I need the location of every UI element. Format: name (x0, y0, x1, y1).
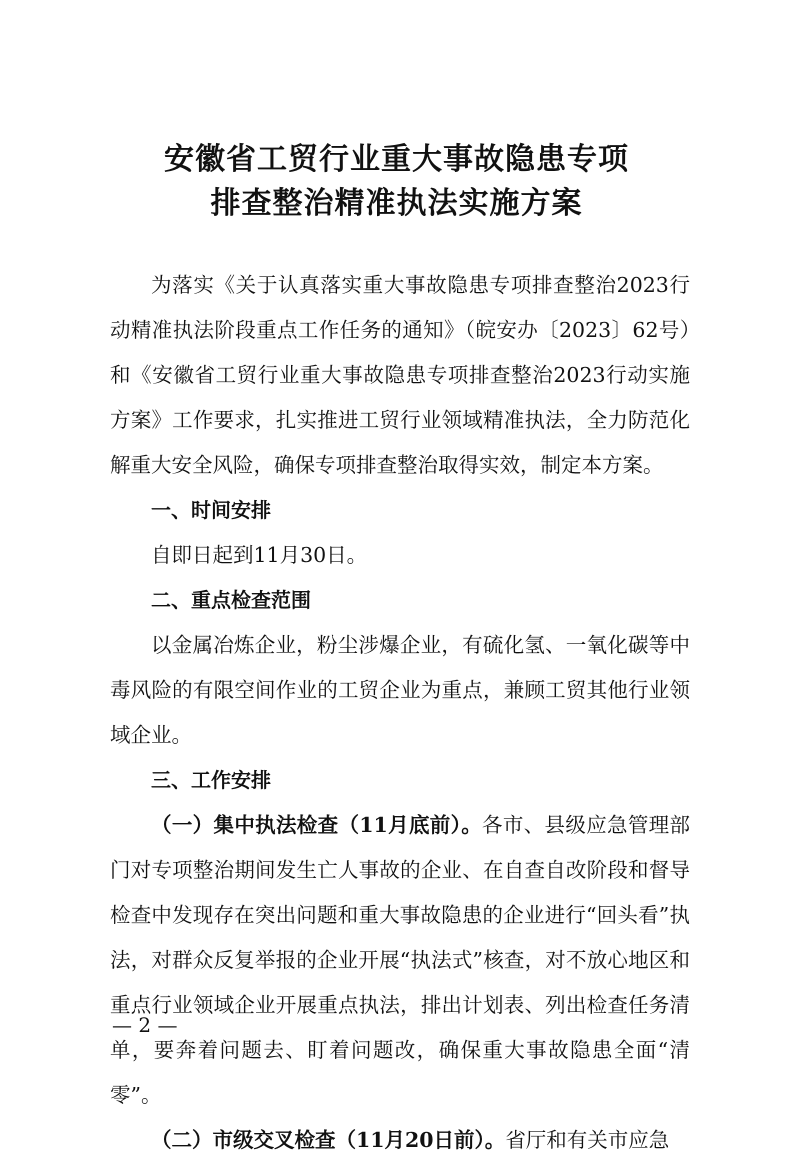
section-heading-arrangement: 三、工作安排 (151, 768, 271, 792)
page-number: — 2 — (112, 1013, 178, 1037)
section-text-scope: 以金属冶炼企业，粉尘涉爆企业，有硫化氢、一氧化碳等中毒风险的有限空间作业的工贸企业为重点，兼顾工贸其他行业领域企业。 (110, 633, 690, 747)
document-body (110, 263, 690, 1163)
arrangement-item-1-text: 各市、县级应急管理部门对专项整治期间发生亡人事故的企业、在自查自改阶段和督导检查中发现存在突出问题和重大事故隐患的企业进行“回头看”执法，对群众反复举报的企业开展“执法式”核查，对不放心地区和重点行业领域企业开展重点执法，排出计划表、列出检查任务清单，要奔着问题去、盯着问题改，确保重大事故隐患全面“清零”。 (110, 813, 691, 1107)
document-title-line-2: 排查整治精准执法实施方案 (210, 186, 583, 221)
arrangement-item-2-label: （二）市级交叉检查（11月20日前）。 (151, 1128, 506, 1152)
arrangement-item-1 (110, 803, 690, 1118)
section-heading-schedule: 一、时间安排 (151, 498, 271, 522)
arrangement-item-2-text: 省厅和有关市应急 (505, 1128, 670, 1152)
arrangement-item-2 (110, 1118, 690, 1163)
arrangement-item-1-label: （一）集中执法检查（11月底前）。 (151, 813, 483, 837)
section-text-schedule: 自即日起到11月30日。 (151, 543, 368, 567)
intro-paragraph: 为落实《关于认真落实重大事故隐患专项排查整治2023行动精准执法阶段重点工作任务的通知》（皖安办〔2023〕62号）和《安徽省工贸行业重大事故隐患专项排查整治2023行动实施方案》工作要求，扎实推进工贸行业领域精准执法，全力防范化解重大安全风险，确保专项排查整治取得实效，制定本方案。 (110, 273, 690, 477)
section-heading-scope: 二、重点检查范围 (151, 588, 311, 612)
document-title-line-1: 安徽省工贸行业重大事故隐患专项 (164, 142, 629, 177)
